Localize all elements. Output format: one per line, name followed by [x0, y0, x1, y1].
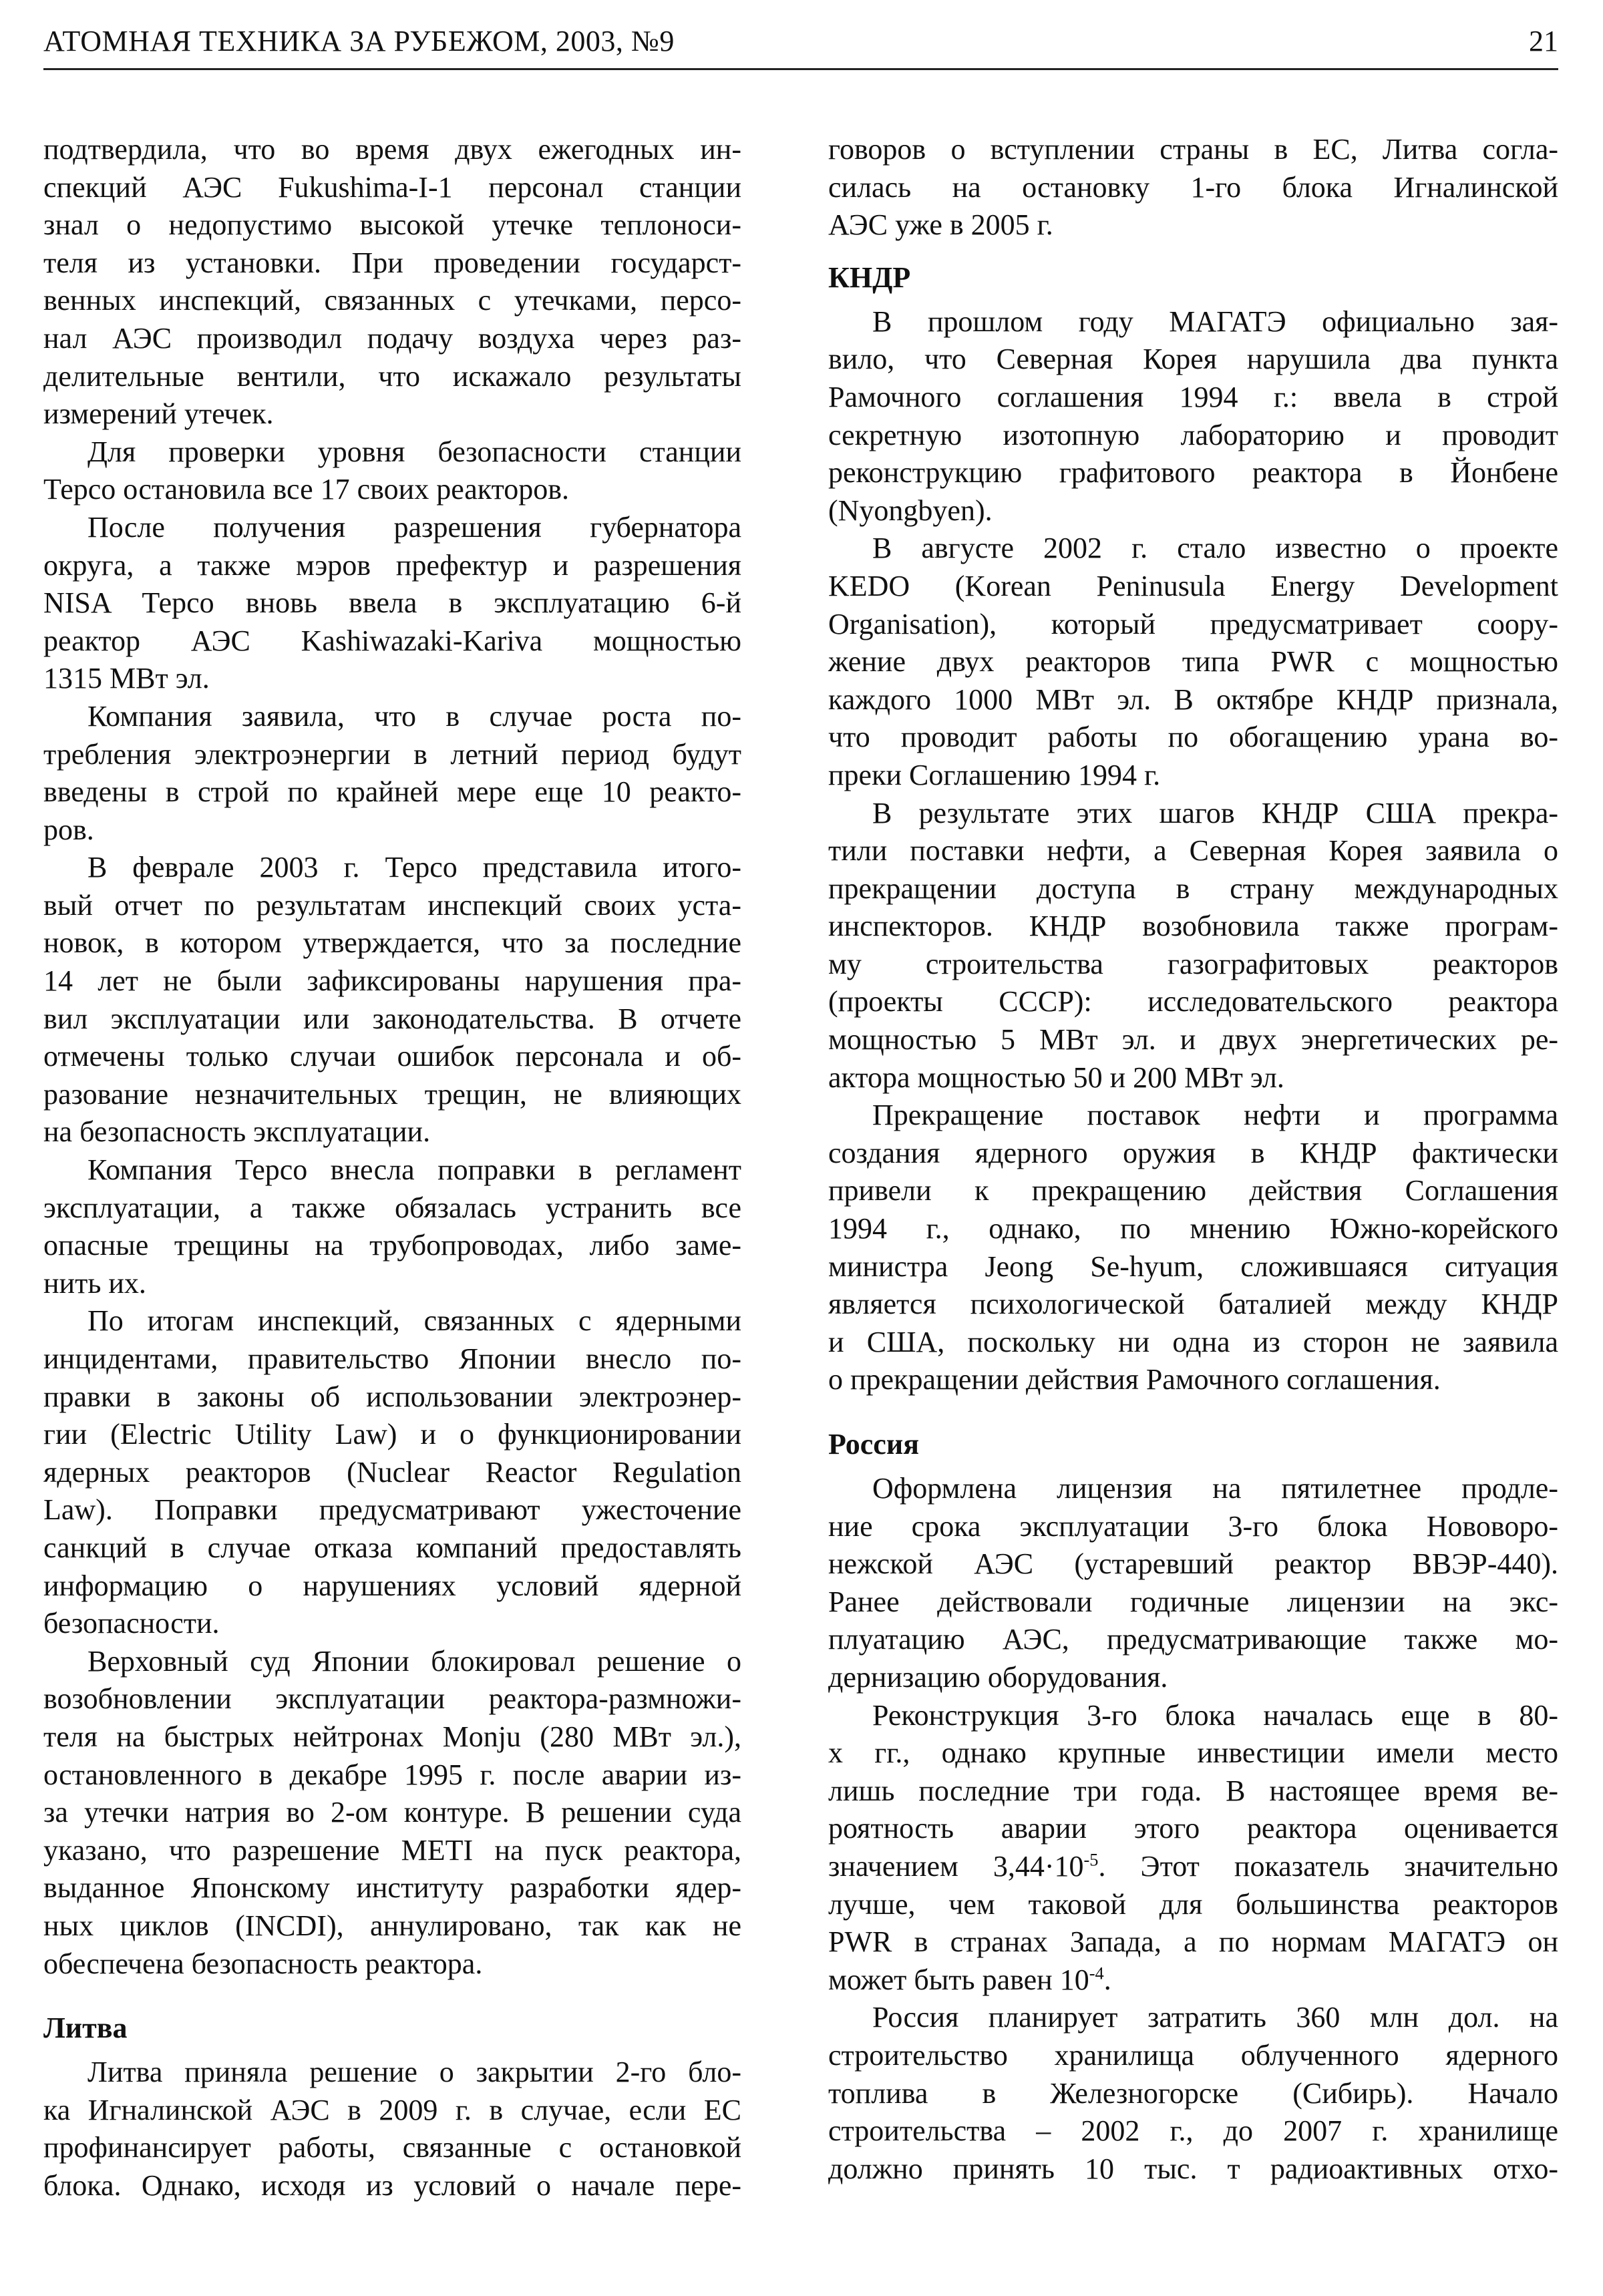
paragraph: [828, 1470, 1558, 1697]
text-line: силась на остановку 1-го блока Игналинской: [828, 170, 1558, 204]
paragraph: [828, 1097, 1558, 1399]
text-line: му строительства газографитовых реакторов: [828, 947, 1558, 980]
text-line: теля на быстрых нейтронах Monju (280 МВт эл.),: [43, 1720, 741, 1753]
text-line: тили поставки нефти, а Северная Корея заявила о: [828, 834, 1558, 868]
text-line: новок, в котором утверждается, что за последние: [43, 926, 741, 960]
text-line: В августе 2002 г. стало известно о проекте: [872, 532, 1558, 565]
running-header: [43, 19, 1558, 65]
text-line: В результате этих шагов КНДР США прекра-: [872, 796, 1558, 829]
text-line: инцидентами, правительство Японии внесло по-: [43, 1342, 741, 1375]
paragraph: [828, 131, 1558, 244]
text-line: АЭС уже в 2005 г.: [828, 208, 1053, 242]
text-line: является психологической баталией между КНДР: [828, 1288, 1558, 1321]
text-line: что проводит работы по обогащению урана во-: [828, 721, 1558, 754]
text-line: выданное Японскому институту разработки ядер-: [43, 1871, 741, 1905]
paragraph: [828, 303, 1558, 530]
text-line: говоров о вступлении страны в ЕС, Литва согла-: [828, 133, 1558, 166]
text-line: каждого 1000 МВт эл. В октябре КНДР признала,: [828, 683, 1558, 716]
text-line: Для проверки уровня безопасности станции: [87, 435, 741, 468]
text-line: PWR в странах Запада, а по нормам МАГАТЭ он: [828, 1925, 1558, 1959]
text-line: знал о недопустимо высокой утечке теплоноси-: [43, 208, 741, 242]
text-line: Компания заявила, что в случае роста по-: [87, 699, 741, 733]
section-heading: Россия: [828, 1428, 919, 1461]
text-line: 14 лет не были зафиксированы нарушения пра-: [43, 964, 741, 998]
text-line: правки в законы об использовании электроэнер-: [43, 1380, 741, 1413]
text-line: профинансирует работы, связанные с остановкой: [43, 2131, 741, 2164]
text-line: KEDO (Korean Peninusula Energy Development: [828, 569, 1558, 602]
text-line: гии (Electric Utility Law) и о функционировании: [43, 1418, 741, 1451]
text-line: Прекращение поставок нефти и программа: [872, 1099, 1558, 1132]
superscript-exponent: -4: [1089, 1963, 1104, 1983]
text-line: опасные трещины на трубопроводах, либо заме-: [43, 1229, 741, 1262]
text-line: В прошлом году МАГАТЭ официально зая-: [872, 305, 1558, 338]
text-line: информацию о нарушениях условий ядерной: [43, 1569, 741, 1602]
text-line: вило, что Северная Корея нарушила два пункта: [828, 343, 1558, 376]
text-line: Реконструкция 3-го блока началась еще в 80-: [872, 1698, 1558, 1732]
text-line: делительные вентили, что искажало результаты: [43, 359, 741, 393]
text-line: актора мощностью 50 и 200 МВт эл.: [828, 1061, 1284, 1094]
text-line: округа, а также мэров префектур и разрешения: [43, 548, 741, 582]
text-line: блока. Однако, исходя из условий о начале пере-: [43, 2168, 741, 2202]
text-line: отмечены только случаи ошибок персонала и об-: [43, 1040, 741, 1073]
text-line: ных циклов (INCDI), аннулировано, так как не: [43, 1909, 741, 1942]
text-line: лучше, чем таковой для большинства реакторов: [828, 1887, 1558, 1921]
text-line: (проекты СССР): исследовательского реактора: [828, 985, 1558, 1018]
text-segment: может быть равен 10: [828, 1963, 1089, 1996]
text-line: Рамочного соглашения 1994 г.: ввела в строй: [828, 380, 1558, 413]
text-line: введены в строй по крайней мере еще 10 реакто-: [43, 775, 741, 809]
text-line: эксплуатации, а также обязалась устранить все: [43, 1191, 741, 1224]
text-line: 1994 г., однако, по мнению Южно-корейского: [828, 1212, 1558, 1246]
text-line: ние срока эксплуатации 3-го блока Нововоро-: [828, 1509, 1558, 1543]
text-line: Верховный суд Японии блокировал решение о: [87, 1644, 741, 1678]
text-line: прекращении доступа в страну международных: [828, 872, 1558, 905]
text-line: санкций в случае отказа компаний предоставлять: [43, 1531, 741, 1564]
text-line: мощностью 5 МВт эл. и двух энергетических ре-: [828, 1023, 1558, 1057]
section-heading: КНДР: [828, 260, 911, 294]
text-line: о прекращении действия Рамочного соглашения.: [828, 1363, 1441, 1396]
text-line: дернизацию оборудования.: [828, 1660, 1168, 1694]
text-line: По итогам инспекций, связанных с ядерными: [87, 1304, 741, 1338]
text-line: должно принять 10 тыс. т радиоактивных отхо-: [828, 2152, 1558, 2185]
paragraph: [43, 131, 741, 433]
header-rule: [43, 68, 1558, 70]
text-line: указано, что разрешение METI на пуск реактора,: [43, 1833, 741, 1867]
paragraph: [43, 2054, 741, 2205]
paragraph: [828, 1697, 1558, 1999]
text-segment: значением 3,44·10: [828, 1849, 1084, 1883]
paragraph: [43, 849, 741, 1151]
text-line: реактор АЭС Kashiwazaki-Kariva мощностью: [43, 624, 741, 657]
text-line: Россия планирует затратить 360 млн дол. на: [872, 2001, 1558, 2034]
text-line: После получения разрешения губернатора: [87, 510, 741, 544]
text-line: министра Jeong Se-hyum, сложившаяся ситуация: [828, 1250, 1558, 1283]
paragraph: [43, 698, 741, 849]
text-line: NISA Терсо вновь ввела в эксплуатацию 6-й: [43, 586, 741, 620]
text-segment: .: [1103, 1963, 1111, 1996]
text-line: реконструкцию графитового реактора в Йонбене: [828, 456, 1558, 490]
text-line: топлива в Железногорске (Сибирь). Начало: [828, 2076, 1558, 2110]
text-line: теля из установки. При проведении государст-: [43, 246, 741, 279]
paragraph: [828, 1999, 1558, 2188]
text-line: безопасности.: [43, 1607, 220, 1640]
text-line: и США, поскольку ни одна из сторон не заявила: [828, 1325, 1558, 1358]
right-column: [828, 131, 1558, 2188]
text-line: Литва приняла решение о закрытии 2-го бло-: [87, 2056, 741, 2089]
text-line: Organisation), который предусматривает соору-: [828, 607, 1558, 640]
paragraph: [43, 509, 741, 698]
text-line: венных инспекций, связанных с утечками, персо-: [43, 284, 741, 317]
text-line: требления электроэнергии в летний период будут: [43, 737, 741, 771]
text-line: разование незначительных трещин, не влияющих: [43, 1077, 741, 1111]
text-line: Ранее действовали годичные лицензии на экс-: [828, 1585, 1558, 1618]
text-segment: . Этот показатель значительно: [1098, 1849, 1558, 1883]
text-line: В феврале 2003 г. Терсо представила итого-: [87, 851, 741, 884]
paragraph: [43, 1643, 741, 1983]
text-line: секретную изотопную лабораторию и проводит: [828, 418, 1558, 451]
paragraph: [43, 433, 741, 509]
journal-title: АТОМНАЯ ТЕХНИКА ЗА РУБЕЖОМ, 2003, №9: [43, 25, 675, 57]
paragraph: [828, 530, 1558, 794]
text-line: плуатацию АЭС, предусматривающие также мо-: [828, 1623, 1558, 1656]
text-line: создания ядерного оружия в КНДР фактически: [828, 1136, 1558, 1169]
text-line: лишь последние три года. В настоящее время ве-: [828, 1774, 1558, 1807]
text-line: на безопасность эксплуатации.: [43, 1115, 431, 1149]
text-line: строительства – 2002 г., до 2007 г. хранилище: [828, 2114, 1558, 2148]
text-line: преки Соглашению 1994 г.: [828, 758, 1161, 791]
paragraph: [828, 795, 1558, 1097]
text-line: Терсо остановила все 17 своих реакторов.: [43, 473, 570, 506]
text-line: 1315 МВт эл.: [43, 662, 210, 695]
text-line: нить их.: [43, 1266, 146, 1300]
text-line: инспекторов. КНДР возобновила также програм-: [828, 910, 1558, 943]
left-column: [43, 131, 741, 2205]
text-line: вый отчет по результатам инспекций своих уста-: [43, 888, 741, 922]
text-line: Оформлена лицензия на пятилетнее продле-: [872, 1472, 1558, 1505]
text-line: [828, 1848, 1558, 1886]
page-number: 21: [1529, 25, 1558, 57]
text-line: обеспечена безопасность реактора.: [43, 1947, 483, 1980]
text-line: возобновлении эксплуатации реактора-размножи-: [43, 1682, 741, 1716]
text-line: подтвердила, что во время двух ежегодных ин-: [43, 133, 741, 166]
paragraph: [43, 1302, 741, 1642]
text-line: нал АЭС производил подачу воздуха через раз-: [43, 321, 741, 355]
text-line: остановленного в декабре 1995 г. после аварии из-: [43, 1758, 741, 1791]
text-line: х гг., однако крупные инвестиции имели место: [828, 1736, 1558, 1770]
text-line: [828, 1961, 1558, 1999]
text-line: Law). Поправки предусматривают ужесточение: [43, 1493, 741, 1527]
text-line: спекций АЭС Fukushima-I-1 персонал станции: [43, 170, 741, 204]
text-line: ка Игналинской АЭС в 2009 г. в случае, если ЕС: [43, 2093, 741, 2126]
text-line: привели к прекращению действия Соглашения: [828, 1174, 1558, 1207]
text-line: ров.: [43, 813, 94, 846]
text-line: Компания Терсо внесла поправки в регламент: [87, 1153, 741, 1187]
section-heading: Литва: [43, 2012, 128, 2045]
text-line: ядерных реакторов (Nuclear Reactor Regulation: [43, 1455, 741, 1489]
text-line: (Nyongbyen).: [828, 494, 993, 527]
text-line: измерений утечек.: [43, 397, 274, 431]
text-line: вил эксплуатации или законодательства. В отчете: [43, 1002, 741, 1035]
text-line: строительство хранилища облученного ядерного: [828, 2038, 1558, 2072]
paragraph: [43, 1151, 741, 1302]
text-line: роятность аварии этого реактора оценивается: [828, 1812, 1558, 1845]
text-line: нежской АЭС (устаревший реактор ВВЭР-440).: [828, 1547, 1558, 1581]
superscript-exponent: -5: [1083, 1849, 1099, 1870]
text-line: за утечки натрия во 2-ом контуре. В решении суда: [43, 1796, 741, 1829]
text-line: жение двух реакторов типа PWR с мощностью: [828, 645, 1558, 679]
